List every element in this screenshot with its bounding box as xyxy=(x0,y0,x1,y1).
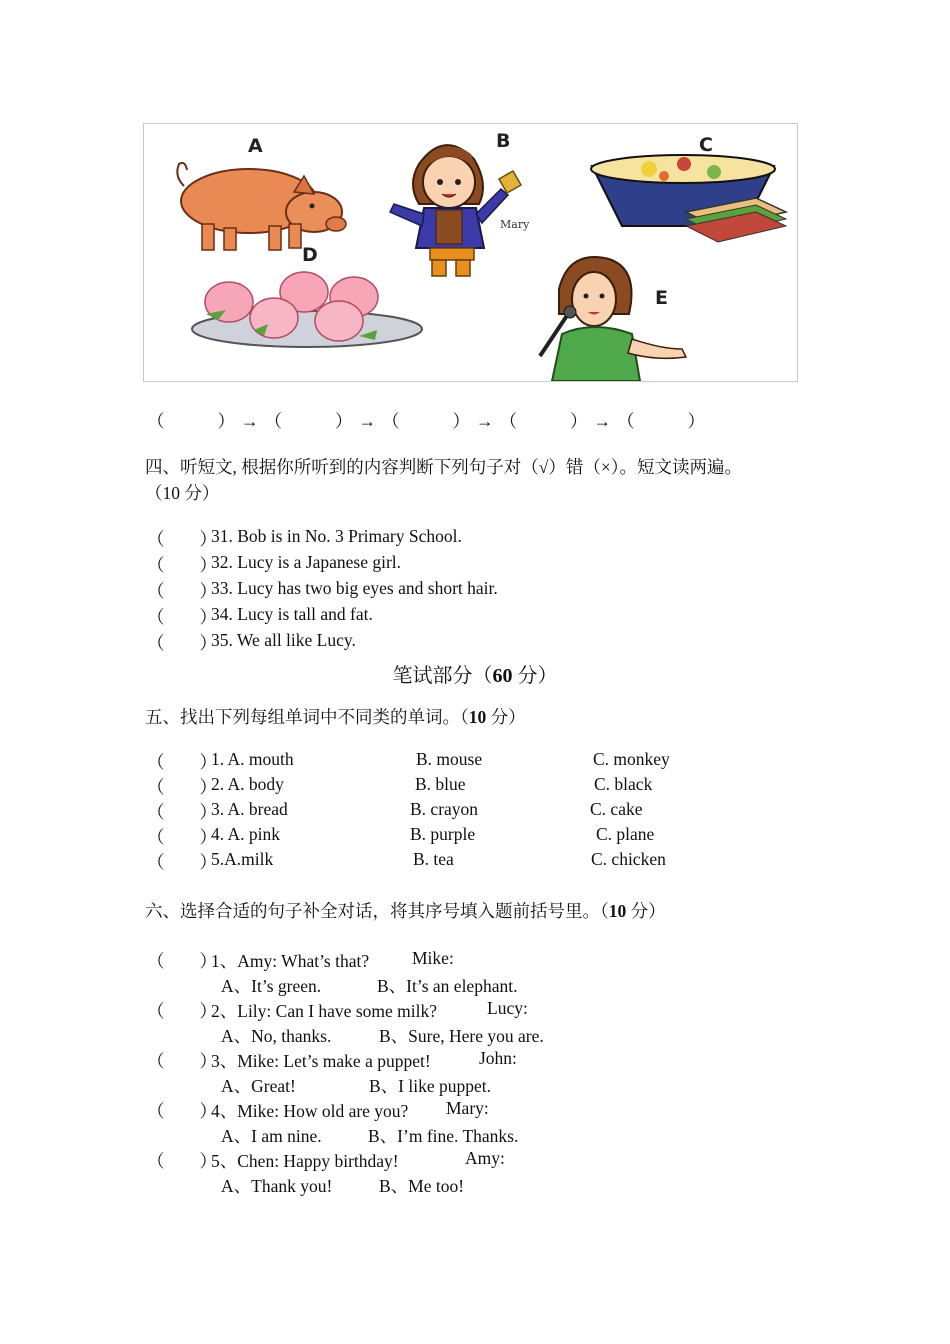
section6-q1-option-b: B、It’s an elephant. xyxy=(377,976,518,996)
section5-q3-c: C. cake xyxy=(590,799,643,819)
section5-q4-c: C. plane xyxy=(596,824,655,844)
picture-panel xyxy=(143,123,798,382)
section6-q3-responder: John: xyxy=(479,1048,517,1068)
answer-bracket[interactable]: （ ） xyxy=(147,581,217,601)
singing-woman-icon xyxy=(540,257,686,381)
section5-q2-c: C. black xyxy=(594,774,653,794)
picture-label-a: A xyxy=(248,135,263,157)
picture-label-d: D xyxy=(302,244,318,266)
answer-bracket[interactable]: （ ） xyxy=(147,1151,217,1171)
section5-q1: 1. A. mouth xyxy=(211,749,294,769)
section6-title-end: 分） xyxy=(626,901,666,921)
section5-title-end: 分） xyxy=(486,707,526,727)
answer-bracket[interactable]: （ ） xyxy=(147,529,217,549)
section4-score: （10 分） xyxy=(145,483,220,503)
picture-label-b: B xyxy=(496,130,511,152)
answer-bracket[interactable]: （ ） xyxy=(147,633,217,653)
section5-q3-b: B. crayon xyxy=(410,799,479,819)
section4-item-34: 34. Lucy is tall and fat. xyxy=(211,604,373,624)
section5-q2: 2. A. body xyxy=(211,774,284,794)
section5-q1-b: B. mouse xyxy=(416,749,483,769)
section6-q2-responder: Lucy: xyxy=(487,998,528,1018)
section6-q3-option-a: A、Great! xyxy=(221,1076,296,1096)
answer-bracket[interactable]: （ ） xyxy=(147,802,217,822)
section6-q5: 5、Chen: Happy birthday! xyxy=(211,1151,399,1171)
section5-score: 10 xyxy=(468,707,487,727)
peaches-icon xyxy=(192,272,422,347)
illustration-svg xyxy=(144,124,797,381)
food-bowl-icon xyxy=(591,155,786,242)
section6-q4-option-a: A、I am nine. xyxy=(221,1126,322,1146)
section5-q5-b: B. tea xyxy=(413,849,454,869)
answer-bracket[interactable]: （ ） xyxy=(147,852,217,872)
section6-q1-responder: Mike: xyxy=(412,948,454,968)
section6-q5-option-b: B、Me too! xyxy=(379,1176,465,1196)
section5-title-text: 五、找出下列每组单词中不同类的单词。（ xyxy=(145,707,469,727)
answer-bracket[interactable]: （ ） xyxy=(147,607,217,627)
section6-title-text: 六、选择合适的句子补全对话，将其序号填入题前括号里。（ xyxy=(145,901,609,921)
section4-title: 四、听短文, 根据你所听到的内容判断下列句子对（√）错（×）。短文读两遍。 xyxy=(145,457,742,477)
answer-bracket[interactable]: （ ） xyxy=(147,752,217,772)
girl-mary-icon xyxy=(390,145,530,276)
section6-q4-responder: Mary: xyxy=(446,1098,489,1118)
section6-q5-responder: Amy: xyxy=(465,1148,505,1168)
picture-label-e: E xyxy=(655,287,668,309)
section4-item-32: 32. Lucy is a Japanese girl. xyxy=(211,552,402,572)
section5-q3: 3. A. bread xyxy=(211,799,288,819)
answer-bracket[interactable]: （ ） xyxy=(147,1001,217,1021)
section5-q5-c: C. chicken xyxy=(591,849,666,869)
mary-caption: Mary xyxy=(500,218,530,231)
answer-bracket[interactable]: （ ） xyxy=(147,777,217,797)
section6-q1-option-a: A、It’s green. xyxy=(221,976,322,996)
section6-q3: 3、Mike: Let’s make a puppet! xyxy=(211,1051,431,1071)
answer-bracket[interactable]: （ ） xyxy=(147,1101,217,1121)
written-title-text: 笔试部分（ xyxy=(392,665,493,687)
section5-q1-c: C. monkey xyxy=(593,749,670,769)
section4-item-31: 31. Bob is in No. 3 Primary School. xyxy=(211,526,462,546)
section6-q3-option-b: B、I like puppet. xyxy=(369,1076,491,1096)
section5-q2-b: B. blue xyxy=(415,774,466,794)
section6-q2-option-b: B、Sure, Here you are. xyxy=(379,1026,544,1046)
written-title-score: 60 xyxy=(492,665,513,687)
section6-q1: 1、Amy: What’s that? xyxy=(211,951,370,971)
section5-q5: 5.A.milk xyxy=(211,849,274,869)
section6-q2: 2、Lily: Can I have some milk? xyxy=(211,1001,437,1021)
pig-icon xyxy=(177,163,346,250)
written-part-title xyxy=(0,659,950,688)
section4-item-35: 35. We all like Lucy. xyxy=(211,630,356,650)
picture-label-c: C xyxy=(699,134,713,156)
section5-title xyxy=(145,704,526,729)
answer-bracket[interactable]: （ ） xyxy=(147,1051,217,1071)
section6-q5-option-a: A、Thank you! xyxy=(221,1176,333,1196)
section5-q4: 4. A. pink xyxy=(211,824,281,844)
answer-bracket[interactable]: （ ） xyxy=(147,555,217,575)
section4-item-33: 33. Lucy has two big eyes and short hair. xyxy=(211,578,498,598)
section6-score: 10 xyxy=(608,901,627,921)
section6-q4: 4、Mike: How old are you? xyxy=(211,1101,409,1121)
order-answer-line[interactable]: （ ）→（ ）→（ ）→（ ）→（ ） xyxy=(147,411,711,431)
answer-bracket[interactable]: （ ） xyxy=(147,827,217,847)
written-title-unit: 分） xyxy=(512,665,558,687)
section6-q2-option-a: A、No, thanks. xyxy=(221,1026,332,1046)
section5-q4-b: B. purple xyxy=(410,824,476,844)
answer-bracket[interactable]: （ ） xyxy=(147,951,217,971)
section6-title xyxy=(145,898,666,923)
section6-q4-option-b: B、I’m fine. Thanks. xyxy=(368,1126,519,1146)
